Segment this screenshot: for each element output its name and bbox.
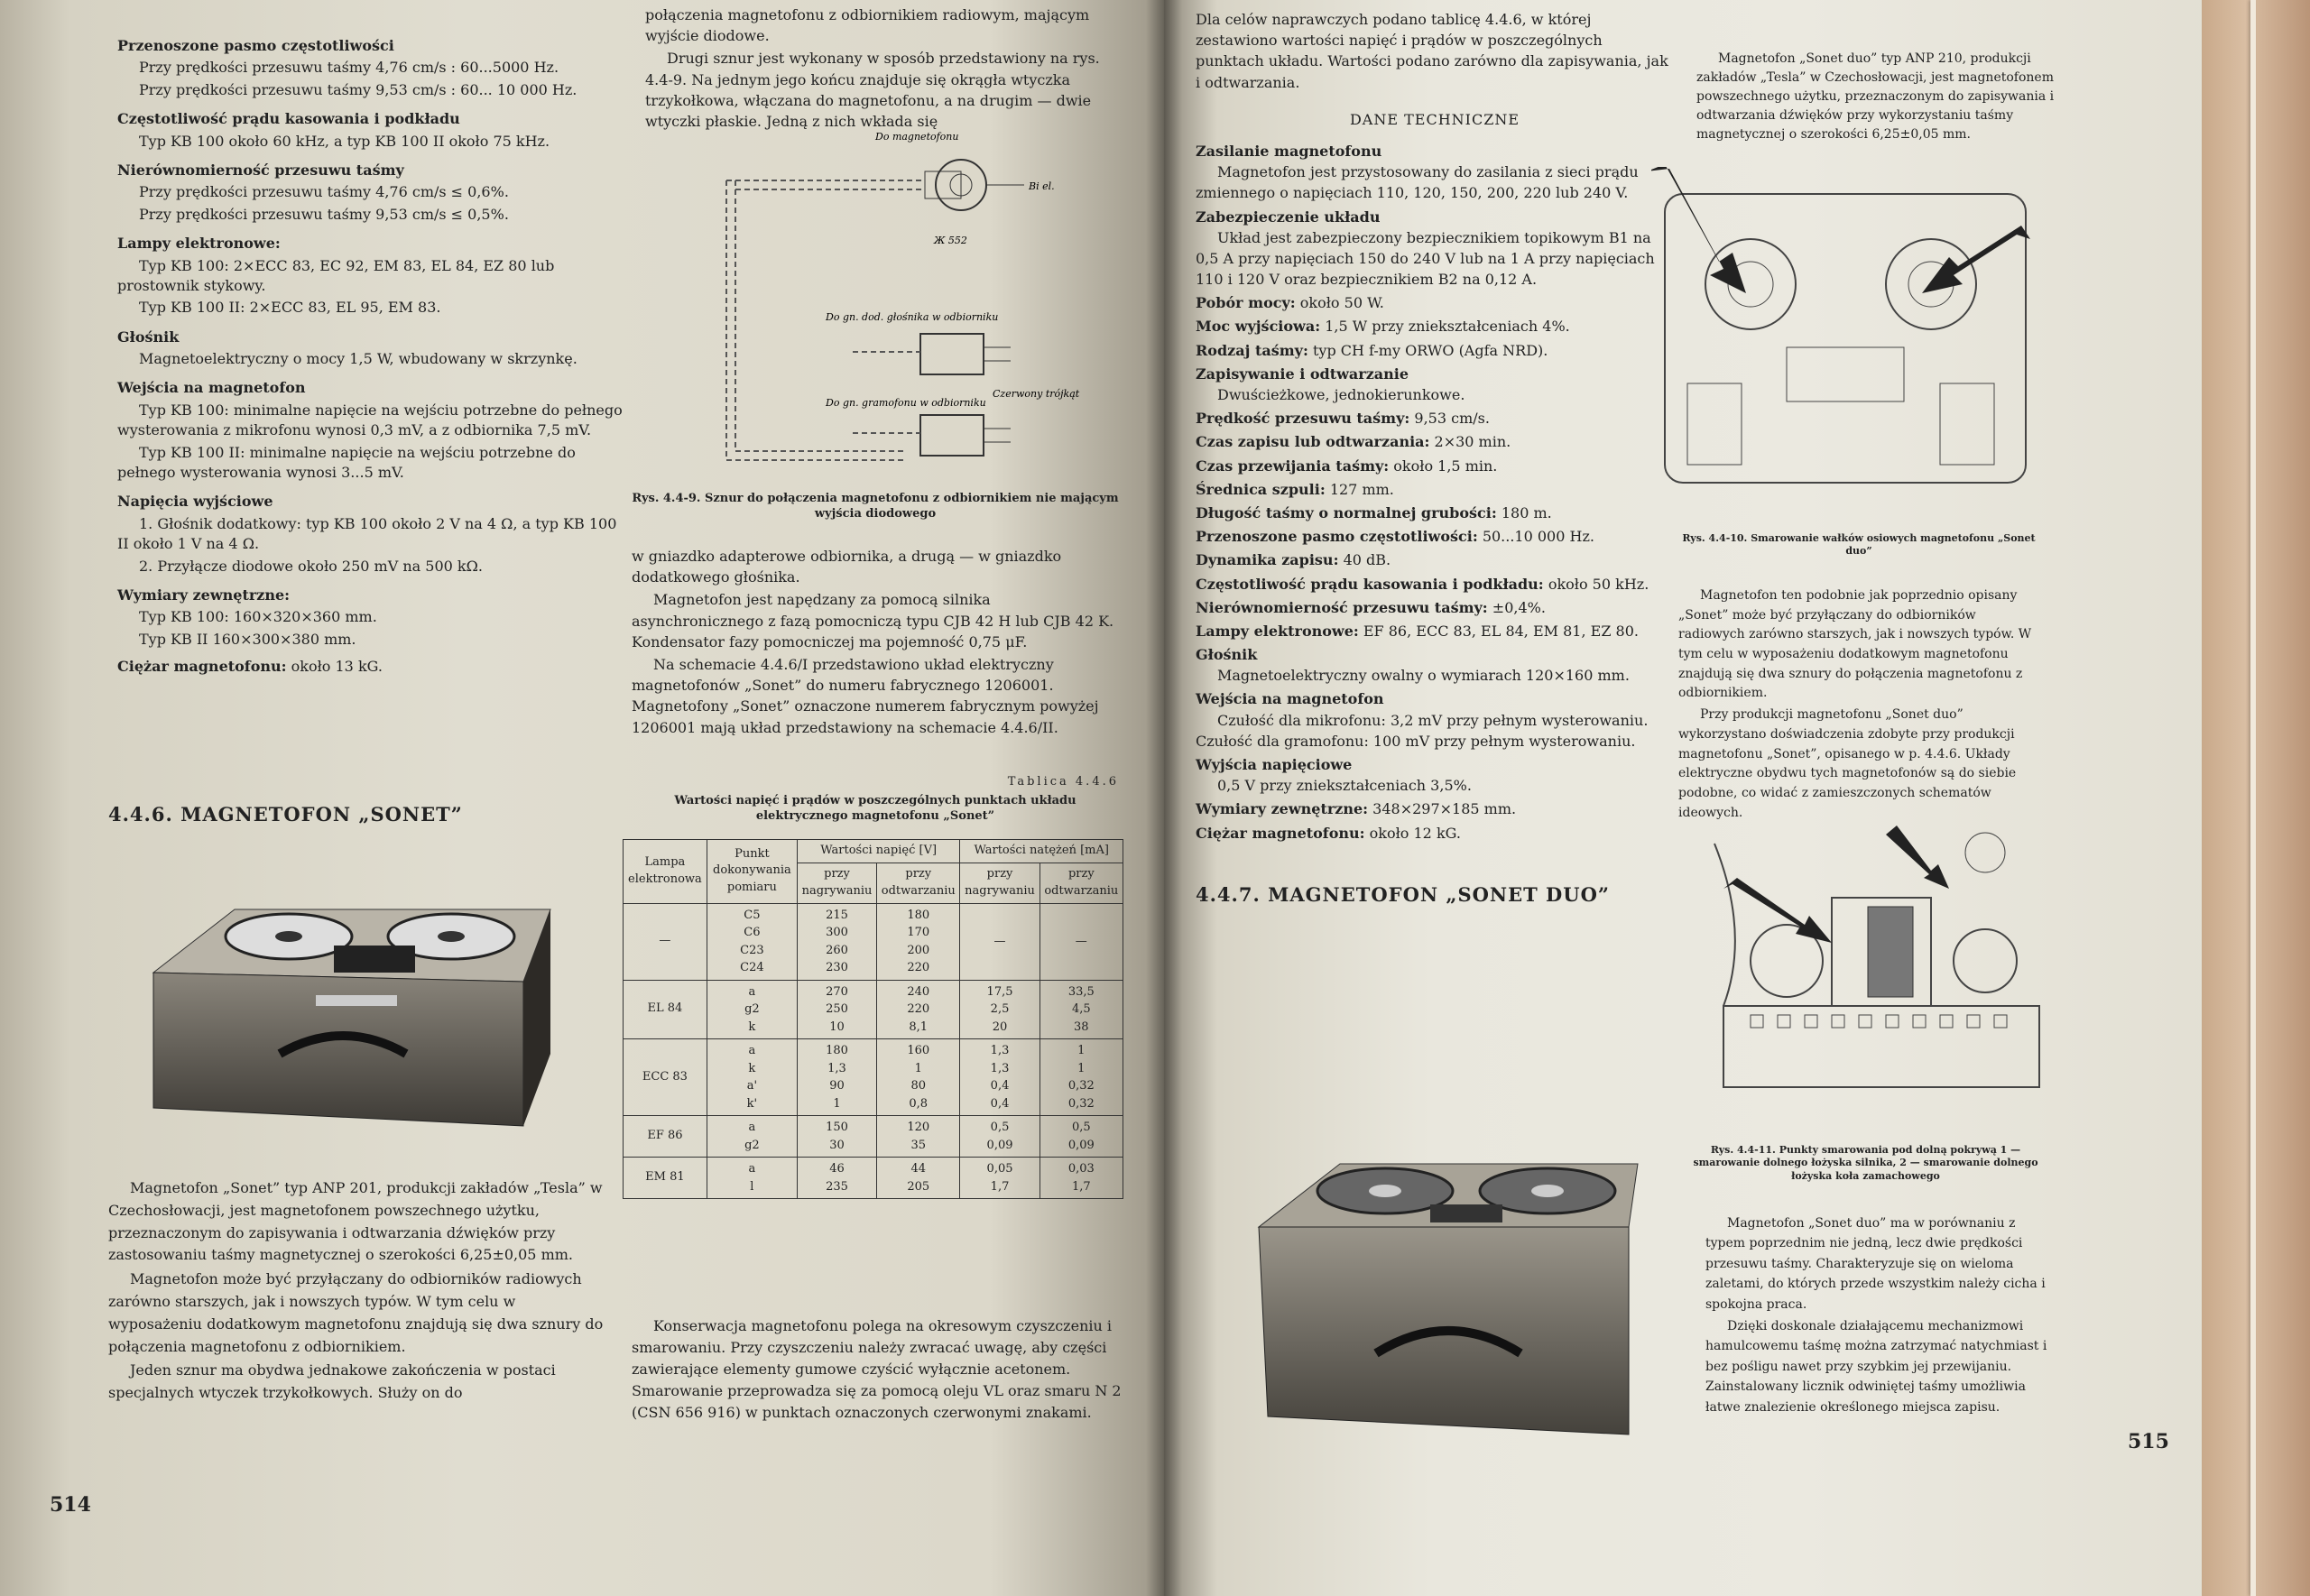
spec-item [1196, 431, 1674, 452]
spec-line: 1. Głośnik dodatkowy: typ KB 100 około 2 V na 4 Ω, a typ KB 100 II około 1 V na 4 Ω. [117, 514, 617, 553]
table-cell: 270 250 10 [797, 980, 876, 1039]
figure-caption: Rys. 4.4-11. Punkty smarowania pod dolną pokrywą 1 — smarowanie dolnego łożyska silnika, 2 — smarowanie dolnego łożyska koła zamachowego [1693, 1144, 2038, 1182]
table-cell: 0,03 1,7 [1040, 1158, 1123, 1199]
book-gutter [1146, 0, 1182, 1596]
spec-item [1196, 364, 1674, 405]
spec-value: Czułość dla mikrofonu: 3,2 mV przy pełnym wysterowaniu. Czułość dla gramofonu: 100 mV przy pełnym wysterowaniu. [1196, 711, 1649, 750]
spec-value: Dwuścieżkowe, jednokierunkowe. [1217, 386, 1465, 403]
table-cell: 160 1 80 0,8 [877, 1039, 960, 1116]
spec-heading: Czas przewijania taśmy: [1196, 457, 1390, 475]
header-play: przy odtwarzaniu [1040, 863, 1123, 903]
book-cover [2202, 0, 2310, 1596]
table-cell: a k a' k' [707, 1039, 797, 1116]
spec-heading: Przenoszone pasmo częstotliwości: [1196, 528, 1478, 546]
cable-diagram [717, 126, 1096, 478]
spec-heading: Pobór mocy: [1196, 294, 1296, 312]
lubrication-diagram-top [1651, 167, 2039, 501]
spec-heading: Głośnik [117, 328, 180, 346]
table-row [624, 1116, 1123, 1158]
table-cell: — [624, 903, 707, 980]
paragraph: Magnetofon może być przyłączany do odbiorników radiowych zarówno starszych, jak i nowszych typów. W tym celu w wyposażeniu dodatkowym magnetofonu znajdują się dwa sznury do połączenia magnetofonu z odbiornikiem. [108, 1270, 604, 1355]
table-label: Tablica 4.4.6 [1007, 775, 1119, 789]
spec-value: około 13 kG. [291, 658, 383, 676]
spec-item [1196, 644, 1674, 686]
voltage-current-table [623, 839, 1123, 1199]
spec-value: 180 m. [1501, 503, 1552, 521]
left-column-2-top [645, 5, 1114, 134]
spec-value: EF 86, ECC 83, EL 84, EM 81, EZ 80. [1363, 622, 1639, 640]
paragraph: Magnetofon jest napędzany za pomocą silnika asynchronicznego z fazą pomocniczą typu CJB 42 H lub CJB 42 K. Kondensator fazy pomocniczej ma pojemność 0,75 μF. [632, 591, 1114, 650]
spec-value: 50...10 000 Hz. [1482, 528, 1594, 546]
spec-value: typ CH f-my ORWO (Agfa NRD). [1312, 341, 1548, 359]
paragraph: Magnetofon ten podobnie jak poprzednio opisany „Sonet” może być przyłączany do odbiorników radiowych zarówno starszych, jak i nowszych typów. W tym celu w wyposażeniu dodatkowym magnetofonu znajdują się dwa sznury do połączenia magnetofonu z odbiornikiem. [1678, 588, 2032, 701]
spec-line [117, 657, 623, 677]
spec-item [1196, 479, 1674, 500]
sonet-section [108, 801, 614, 828]
table-row [624, 1158, 1123, 1199]
spec-heading: Wymiary zewnętrzne: [1196, 800, 1369, 818]
figure-caption: Rys. 4.4-10. Smarowanie wałków osiowych magnetofonu „Sonet duo” [1682, 532, 2036, 558]
spec-heading: Zasilanie magnetofonu [1196, 142, 1382, 160]
table-cell: EM 81 [624, 1158, 707, 1199]
paragraph: Jeden sznur ma obydwa jednakowe zakończenia w postaci specjalnych wtyczek trzykołkowych. Służy on do [108, 1361, 556, 1402]
spec-heading: Lampy elektronowe: [117, 235, 281, 253]
table-title: Wartości napięć i prądów w poszczególnych punktach układu elektrycznego magnetofonu „Sonet” [674, 794, 1076, 823]
spec-value: Układ jest zabezpieczony bezpiecznikiem topikowym B1 na 0,5 A przy napięciach 150 do 240 V lub na 1 A przy napięciach 110 i 120 V oraz bezpiecznikiem B2 na 0,12 A. [1196, 228, 1655, 289]
page-number-right: 515 [2128, 1430, 2169, 1453]
table-cell: 150 30 [797, 1116, 876, 1158]
spec-heading: Napięcia wyjściowe [117, 493, 273, 511]
spec-heading: Rodzaj taśmy: [1196, 341, 1308, 359]
spec-item [1196, 688, 1674, 752]
spec-heading: Zapisywanie i odtwarzanie [1196, 364, 1409, 383]
table-cell: C5 C6 C23 C24 [707, 903, 797, 980]
spec-heading: Wymiary zewnętrzne: [117, 586, 291, 604]
spec-line: Przy prędkości przesuwu taśmy 4,76 cm/s : 60...5000 Hz. [139, 59, 559, 77]
spec-value: 40 dB. [1343, 551, 1391, 569]
spec-heading: Wejścia na magnetofon [1196, 690, 1384, 708]
spec-item [1196, 823, 1674, 844]
spec-heading: Wejścia na magnetofon [117, 379, 306, 397]
table-cell: — [1040, 903, 1123, 980]
header-lamp: Lampa elektronowa [624, 840, 707, 904]
spec-line: Typ KB II 160×300×380 mm. [139, 630, 356, 648]
diagram-label: Ж 552 [934, 235, 967, 246]
spec-heading: Ciężar magnetofonu: [1196, 824, 1365, 842]
paragraph: Dzięki doskonale działającemu mechanizmowi hamulcowemu taśmę można zatrzymać natychmiast i bez pośligu nawet przy szybkim jej przewijaniu. Zainstalowany licznik odwiniętej taśmy umożliwia łatwe znalezienie określonego miejsca zapisu. [1705, 1318, 2047, 1415]
table-row [624, 1039, 1123, 1116]
spec-value: około 50 W. [1299, 294, 1384, 312]
spec-line: Typ KB 100 II: 2×ECC 83, EL 95, EM 83. [139, 299, 441, 317]
header-play: przy odtwarzaniu [877, 863, 960, 903]
spec-heading: Głośnik [1196, 646, 1258, 664]
table-cell: 0,5 0,09 [1040, 1116, 1123, 1158]
spec-item [1196, 292, 1674, 313]
spec-line: Magnetoelektryczny o mocy 1,5 W, wbudowany w skrzynkę. [139, 350, 578, 368]
paragraph: Magnetofon „Sonet duo” typ ANP 210, produkcji zakładów „Tesla” w Czechosłowacji, jest magnetofonem powszechnego użytku, przeznaczonym do zapisywania i odtwarzania dźwięków przy wykorzystaniu taśmy magnetycznej o szerokości 6,25±0,05 mm. [1696, 51, 2055, 142]
left-column-1 [117, 27, 623, 679]
table-cell: 17,5 2,5 20 [960, 980, 1040, 1039]
spec-heading: Długość taśmy o normalnej grubości: [1196, 503, 1497, 521]
spec-value: Magnetofon jest przystosowany do zasilania z sieci prądu zmiennego o napięciach 110, 120, 150, 200, 220 lub 240 V. [1196, 163, 1639, 202]
page-number-left: 514 [50, 1493, 91, 1517]
right-column-2-bottom [1705, 1213, 2048, 1419]
spec-heading: Czas zapisu lub odtwarzania: [1196, 433, 1430, 451]
table-row [624, 903, 1123, 980]
spec-heading: Moc wyjściowa: [1196, 318, 1321, 336]
table-cell: 1 1 0,32 0,32 [1040, 1039, 1123, 1116]
spec-heading: Średnica szpuli: [1196, 480, 1326, 498]
spec-heading: Częstotliwość prądu kasowania i podkładu [117, 110, 460, 128]
spec-line: Typ KB 100: 160×320×360 mm. [139, 608, 377, 626]
spec-item [1196, 456, 1674, 476]
sonet-duo-photo [1250, 1146, 1656, 1453]
spec-item [1196, 621, 1674, 641]
spec-heading: Lampy elektronowe: [1196, 622, 1359, 640]
spec-item [1196, 574, 1674, 595]
spec-item [1196, 503, 1674, 523]
section-heading: DANE TECHNICZNE [1349, 110, 1520, 128]
spec-item [1196, 798, 1674, 819]
table-cell: a g2 [707, 1116, 797, 1158]
table-cell: 0,5 0,09 [960, 1116, 1040, 1158]
spec-value: około 12 kG. [1369, 824, 1461, 842]
spec-line: Przy prędkości przesuwu taśmy 4,76 cm/s ≤ 0,6%. [139, 183, 509, 201]
spec-line: Typ KB 100: minimalne napięcie na wejściu potrzebne do pełnego wysterowania z mikrofonu wynosi 0,3 mV, a z odbiornika 7,5 mV. [117, 401, 623, 439]
table-cell: EL 84 [624, 980, 707, 1039]
paragraph: Na schemacie 4.4.6/I przedstawiono układ elektryczny magnetofonów „Sonet” do numeru fabrycznego 1206001. Magnetofony „Sonet” oznaczone numerem fabrycznym powyżej 1206001 mają układ przedstawiony na schemacie 4.4.6/II. [632, 655, 1099, 736]
lubrication-diagram-bottom [1696, 826, 2048, 1141]
paragraph: Magnetofon „Sonet duo” ma w porównaniu z typem poprzednim nie jedną, lecz dwie prędkości przesuwu taśmy. Charakteryzuje się on wieloma zaletami, do których przede wszystkim należy cicha i spokojna praca. [1705, 1216, 2046, 1312]
section-title: 4.4.6. MAGNETOFON „SONET” [108, 803, 463, 826]
table-cell: — [960, 903, 1040, 980]
maintenance-text [632, 1315, 1123, 1425]
paragraph: Przy produkcji magnetofonu „Sonet duo” wykorzystano doświadczenia zdobyte przy produkcji magnetofonu „Sonet”, opisanego w p. 4.4.6. Układy elektryczne obydwu tych magnetofonów są do siebie podobne, co widać z zamieszczonych schematów ideowych. [1678, 707, 2017, 820]
spec-item [1196, 340, 1674, 361]
spec-list [1196, 141, 1674, 844]
paragraph: Magnetofon „Sonet” typ ANP 201, produkcji zakładów „Tesla” w Czechosłowacji, jest magnetofonem powszechnego użytku, przeznaczonym do zapisywania i odtwarzania dźwięków przy zastosowaniu taśmy magnetycznej o szerokości 6,25±0,05 mm. [108, 1179, 603, 1264]
spec-heading: Zabezpieczenie układu [1196, 208, 1381, 226]
table-cell: 46 235 [797, 1158, 876, 1199]
spec-item [1196, 408, 1674, 429]
spec-heading: Prędkość przesuwu taśmy: [1196, 410, 1410, 428]
spec-value: 348×297×185 mm. [1372, 800, 1517, 818]
table-cell: 1,3 1,3 0,4 0,4 [960, 1039, 1040, 1116]
table-cell: 215 300 260 230 [797, 903, 876, 980]
spec-line: 2. Przyłącze diodowe około 250 mV na 500 kΩ. [139, 557, 483, 575]
spec-item [1196, 754, 1674, 796]
header-rec: przy nagrywaniu [960, 863, 1040, 903]
paragraph: w gniazdko adapterowe odbiornika, a drugą — w gniazdko dodatkowego głośnika. [632, 548, 1062, 586]
spec-line: Typ KB 100 II: minimalne napięcie na wejściu potrzebne do pełnego wysterowania wynosi 3...5 mV. [117, 443, 576, 482]
diagram-label: Do gn. dod. głośnika w odbiorniku [826, 311, 999, 323]
left-column-2-mid [632, 546, 1123, 740]
diagram-label: Do gn. gramofonu w odbiorniku [826, 397, 986, 409]
table-cell: a g2 k [707, 980, 797, 1039]
table-row [624, 980, 1123, 1039]
spec-line: Typ KB 100: 2×ECC 83, EC 92, EM 83, EL 84, EZ 80 lub prostownik stykowy. [117, 256, 555, 294]
paragraph: połączenia magnetofonu z odbiornikiem radiowym, mającym wyjście diodowe. [645, 6, 1090, 45]
table-cell: 180 170 200 220 [877, 903, 960, 980]
table-cell: ECC 83 [624, 1039, 707, 1116]
right-column-2-mid [1678, 586, 2044, 825]
paragraph: Dla celów naprawczych podano tablicę 4.4.6, w której zestawiono wartości napięć i prądów w poszczególnych punktach układu. Wartości podano zarówno dla zapisywania, jak i odtwarzania. [1196, 11, 1668, 91]
spec-item [1196, 207, 1674, 291]
header-currents: Wartości natężeń [mA] [960, 840, 1123, 863]
table-cell: EF 86 [624, 1116, 707, 1158]
table-cell: a l [707, 1158, 797, 1199]
spec-heading: Nierównomierność przesuwu taśmy: [1196, 598, 1488, 616]
spec-heading: Ciężar magnetofonu: [117, 658, 287, 676]
paragraph: Drugi sznur jest wykonany w sposób przedstawiony na rys. 4.4-9. Na jednym jego końcu znajduje się okrągła wtyczka trzykołkowa, włączana do magnetofonu, a na drugim — dwie wtyczki płaskie. Jedną z nich wkłada się [645, 50, 1100, 130]
spec-value: około 1,5 min. [1393, 457, 1498, 475]
spec-line: Przy prędkości przesuwu taśmy 9,53 cm/s : 60... 10 000 Hz. [139, 80, 578, 98]
spec-value: 2×30 min. [1434, 433, 1511, 451]
spec-item [1196, 549, 1674, 570]
spec-value: 127 mm. [1329, 480, 1394, 498]
header-rec: przy nagrywaniu [797, 863, 876, 903]
spec-item [1196, 597, 1674, 618]
right-column-1 [1196, 9, 1674, 909]
spec-item [1196, 141, 1674, 204]
spec-value: 0,5 V przy zniekształceniach 3,5%. [1217, 777, 1472, 795]
spec-value: około 50 kHz. [1548, 575, 1649, 593]
spec-heading: Częstotliwość prądu kasowania i podkładu: [1196, 575, 1544, 593]
sonet-photo [126, 855, 568, 1153]
spec-heading: Przenoszone pasmo częstotliwości [117, 37, 394, 54]
spec-heading: Dynamika zapisu: [1196, 551, 1339, 569]
spec-heading: Wyjścia napięciowe [1196, 756, 1353, 773]
spec-list [117, 36, 623, 678]
spec-value: 1,5 W przy zniekształceniach 4%. [1325, 318, 1570, 336]
spec-value: ±0,4%. [1492, 598, 1546, 616]
data-table [623, 839, 1123, 1199]
table-cell: 33,5 4,5 38 [1040, 980, 1123, 1039]
table-cell: 180 1,3 90 1 [797, 1039, 876, 1116]
table-cell: 240 220 8,1 [877, 980, 960, 1039]
left-bottom-text [108, 1177, 614, 1407]
table-cell: 0,05 1,7 [960, 1158, 1040, 1199]
spec-line: Typ KB 100 około 60 kHz, a typ KB 100 II około 75 kHz. [139, 132, 550, 150]
table-cell: 44 205 [877, 1158, 960, 1199]
spec-heading: Nierównomierność przesuwu taśmy [117, 161, 404, 179]
diagram-label: Do magnetofonu [875, 131, 959, 143]
spec-item [1196, 316, 1674, 337]
paragraph: Konserwacja magnetofonu polega na okresowym czyszczeniu i smarowaniu. Przy czyszczeniu należy zwracać uwagę, aby części zawierające elementy gumowe czyścić wyłącznie acetonem. Smarowanie przeprowadza się za pomocą oleju VL oraz smaru N 2 (CSN 656 916) w punktach oznaczonych czerwonymi znakami. [632, 1317, 1122, 1421]
spec-value: Magnetoelektryczny owalny o wymiarach 120×160 mm. [1217, 667, 1630, 685]
diagram-label: Czerwony trójkąt [993, 388, 1080, 400]
spec-value: 9,53 cm/s. [1414, 410, 1490, 428]
header-point: Punkt dokonywania pomiaru [707, 840, 797, 904]
spec-line: Przy prędkości przesuwu taśmy 9,53 cm/s ≤ 0,5%. [139, 205, 509, 223]
header-voltages: Wartości napięć [V] [797, 840, 960, 863]
diagram-label: Bi el. [1029, 180, 1055, 192]
spec-item [1196, 526, 1674, 547]
table-cell: 120 35 [877, 1116, 960, 1158]
section-title: 4.4.7. MAGNETOFON „SONET DUO” [1196, 882, 1610, 906]
right-column-2-top [1696, 50, 2075, 146]
figure-caption: Rys. 4.4-9. Sznur do połączenia magnetofonu z odbiornikiem nie mającym wyjścia diodowego [632, 492, 1119, 521]
